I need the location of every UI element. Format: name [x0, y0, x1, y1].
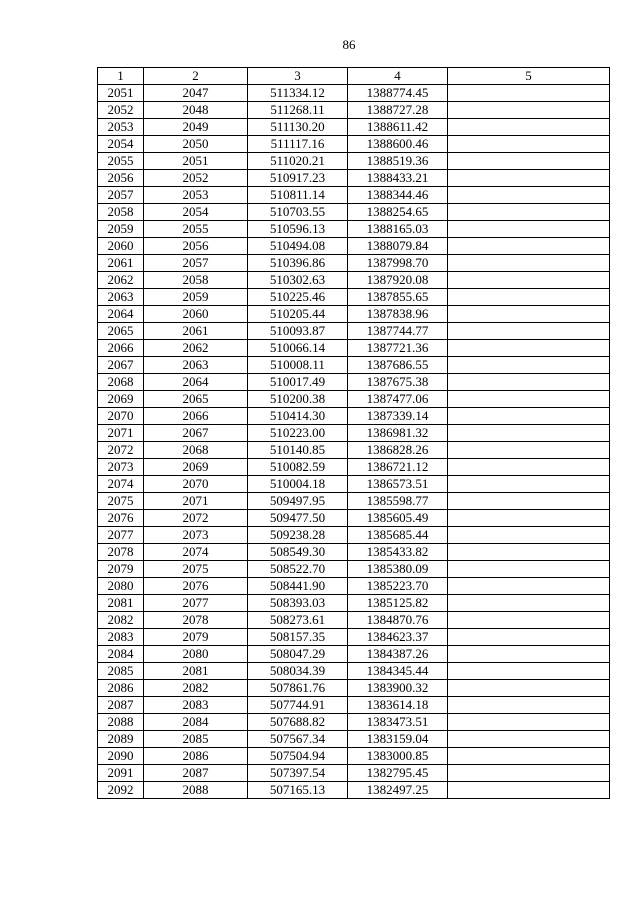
- table-cell: 507397.54: [248, 765, 348, 782]
- table-row: [98, 663, 610, 680]
- table-cell: 2061: [98, 255, 144, 272]
- table-cell: 510205.44: [248, 306, 348, 323]
- table-cell: [448, 697, 610, 714]
- table-cell: 1384623.37: [348, 629, 448, 646]
- table-cell: [448, 561, 610, 578]
- table-cell: 1387998.70: [348, 255, 448, 272]
- table-row: [98, 374, 610, 391]
- table-cell: 508157.35: [248, 629, 348, 646]
- table-cell: [448, 408, 610, 425]
- coordinates-table: [97, 67, 610, 799]
- table-row: [98, 119, 610, 136]
- table-cell: 510811.14: [248, 187, 348, 204]
- table-cell: 1388774.45: [348, 85, 448, 102]
- table-cell: 2084: [144, 714, 248, 731]
- table-cell: [448, 442, 610, 459]
- table-cell: 508441.90: [248, 578, 348, 595]
- table-row: [98, 459, 610, 476]
- table-cell: 2087: [98, 697, 144, 714]
- table-cell: 1387721.36: [348, 340, 448, 357]
- table-cell: 2071: [98, 425, 144, 442]
- table-cell: 1383000.85: [348, 748, 448, 765]
- table-cell: 2065: [144, 391, 248, 408]
- table-row: [98, 561, 610, 578]
- table-cell: 1386828.26: [348, 442, 448, 459]
- table-row: [98, 442, 610, 459]
- table-cell: 2072: [98, 442, 144, 459]
- table-cell: [448, 425, 610, 442]
- table-cell: 2079: [144, 629, 248, 646]
- table-cell: 2078: [98, 544, 144, 561]
- table-cell: 2084: [98, 646, 144, 663]
- table-cell: 2068: [144, 442, 248, 459]
- table-cell: 2057: [144, 255, 248, 272]
- table-cell: 2083: [144, 697, 248, 714]
- table-cell: 2063: [98, 289, 144, 306]
- table-cell: 510140.85: [248, 442, 348, 459]
- table-cell: [448, 255, 610, 272]
- table-cell: 2069: [144, 459, 248, 476]
- table-cell: 1387838.96: [348, 306, 448, 323]
- table-cell: 510302.63: [248, 272, 348, 289]
- table-cell: 507504.94: [248, 748, 348, 765]
- table-row: [98, 323, 610, 340]
- table-cell: [448, 595, 610, 612]
- table-cell: 507165.13: [248, 782, 348, 799]
- table-cell: [448, 391, 610, 408]
- table-row: [98, 255, 610, 272]
- table-cell: 1384345.44: [348, 663, 448, 680]
- table-cell: [448, 459, 610, 476]
- table-cell: 2067: [144, 425, 248, 442]
- table-cell: 2054: [144, 204, 248, 221]
- table-cell: [448, 170, 610, 187]
- table-cell: 1388079.84: [348, 238, 448, 255]
- table-cell: 510703.55: [248, 204, 348, 221]
- table-cell: 2070: [98, 408, 144, 425]
- table-cell: 2060: [98, 238, 144, 255]
- table-cell: 2047: [144, 85, 248, 102]
- table-cell: 1388433.21: [348, 170, 448, 187]
- table-cell: 510093.87: [248, 323, 348, 340]
- table-cell: [448, 204, 610, 221]
- table-cell: 1387855.65: [348, 289, 448, 306]
- table-cell: [448, 629, 610, 646]
- table-row: [98, 731, 610, 748]
- table-row: [98, 221, 610, 238]
- table-cell: 2059: [98, 221, 144, 238]
- table-row: [98, 595, 610, 612]
- table-cell: 508273.61: [248, 612, 348, 629]
- table-cell: [448, 340, 610, 357]
- table-row: [98, 153, 610, 170]
- table-cell: 2057: [98, 187, 144, 204]
- table-cell: [448, 663, 610, 680]
- table-row: [98, 629, 610, 646]
- table-row: [98, 544, 610, 561]
- table-cell: 510017.49: [248, 374, 348, 391]
- table-cell: 1385433.82: [348, 544, 448, 561]
- table-cell: 2051: [144, 153, 248, 170]
- table-row: [98, 408, 610, 425]
- table-cell: [448, 731, 610, 748]
- table-cell: 2053: [144, 187, 248, 204]
- table-cell: 1387477.06: [348, 391, 448, 408]
- table-cell: 2066: [144, 408, 248, 425]
- table-cell: 2064: [144, 374, 248, 391]
- table-cell: 1388344.46: [348, 187, 448, 204]
- table-cell: 1387675.38: [348, 374, 448, 391]
- table-cell: 1386981.32: [348, 425, 448, 442]
- table-cell: 2074: [98, 476, 144, 493]
- table-cell: 2048: [144, 102, 248, 119]
- table-cell: 2061: [144, 323, 248, 340]
- table-cell: 508034.39: [248, 663, 348, 680]
- table-cell: [448, 493, 610, 510]
- table-cell: [448, 102, 610, 119]
- table-cell: 508047.29: [248, 646, 348, 663]
- table-cell: [448, 238, 610, 255]
- column-header: 2: [144, 68, 248, 85]
- table-body: [98, 85, 610, 799]
- table-cell: 2066: [98, 340, 144, 357]
- table-cell: 1388165.03: [348, 221, 448, 238]
- table-row: [98, 527, 610, 544]
- table-cell: 2074: [144, 544, 248, 561]
- table-cell: 1385605.49: [348, 510, 448, 527]
- table-cell: [448, 527, 610, 544]
- table-cell: [448, 119, 610, 136]
- table-cell: 2086: [98, 680, 144, 697]
- table-row: [98, 476, 610, 493]
- table-cell: 507744.91: [248, 697, 348, 714]
- table-row: [98, 170, 610, 187]
- table-cell: 2063: [144, 357, 248, 374]
- table-cell: 1386573.51: [348, 476, 448, 493]
- table-cell: 2073: [98, 459, 144, 476]
- table-cell: 510223.00: [248, 425, 348, 442]
- table-cell: 2088: [98, 714, 144, 731]
- table-row: [98, 612, 610, 629]
- table-cell: 1385685.44: [348, 527, 448, 544]
- table-cell: 2092: [98, 782, 144, 799]
- table-cell: 2082: [98, 612, 144, 629]
- table-cell: 2077: [98, 527, 144, 544]
- table-cell: 1383473.51: [348, 714, 448, 731]
- table-cell: 511334.12: [248, 85, 348, 102]
- table-cell: 509238.28: [248, 527, 348, 544]
- table-row: [98, 85, 610, 102]
- table-cell: 1388519.36: [348, 153, 448, 170]
- table-row: [98, 289, 610, 306]
- table-cell: 2062: [98, 272, 144, 289]
- table-cell: 2085: [144, 731, 248, 748]
- table-cell: [448, 187, 610, 204]
- table-row: [98, 680, 610, 697]
- table-cell: 508393.03: [248, 595, 348, 612]
- table-cell: [448, 765, 610, 782]
- table-cell: 2080: [144, 646, 248, 663]
- table-cell: 1382497.25: [348, 782, 448, 799]
- table-cell: 2076: [98, 510, 144, 527]
- table-row: [98, 357, 610, 374]
- table-cell: 1384387.26: [348, 646, 448, 663]
- table-cell: 510004.18: [248, 476, 348, 493]
- table-cell: 2079: [98, 561, 144, 578]
- table-cell: 2075: [144, 561, 248, 578]
- table-row: [98, 748, 610, 765]
- table-cell: 507861.76: [248, 680, 348, 697]
- table-cell: 1384870.76: [348, 612, 448, 629]
- table-cell: 2087: [144, 765, 248, 782]
- table-cell: 2075: [98, 493, 144, 510]
- table-cell: 1383159.04: [348, 731, 448, 748]
- table-cell: [448, 544, 610, 561]
- table-cell: 507567.34: [248, 731, 348, 748]
- table-cell: 2088: [144, 782, 248, 799]
- table-cell: [448, 272, 610, 289]
- table-row: [98, 391, 610, 408]
- table-cell: 1388600.46: [348, 136, 448, 153]
- table-cell: 2058: [98, 204, 144, 221]
- table-row: [98, 697, 610, 714]
- column-header: 3: [248, 68, 348, 85]
- table-cell: 510225.46: [248, 289, 348, 306]
- table-cell: [448, 646, 610, 663]
- table-cell: 2085: [98, 663, 144, 680]
- table-cell: 510414.30: [248, 408, 348, 425]
- table-cell: 511020.21: [248, 153, 348, 170]
- table-cell: 1388254.65: [348, 204, 448, 221]
- table-cell: 2052: [144, 170, 248, 187]
- table-cell: [448, 374, 610, 391]
- table-cell: 2062: [144, 340, 248, 357]
- table-row: [98, 714, 610, 731]
- table-cell: 2056: [98, 170, 144, 187]
- table-cell: 2052: [98, 102, 144, 119]
- table-cell: 2081: [98, 595, 144, 612]
- table-cell: 508522.70: [248, 561, 348, 578]
- table-cell: 2049: [144, 119, 248, 136]
- table-cell: 2051: [98, 85, 144, 102]
- table-row: [98, 136, 610, 153]
- table-cell: [448, 136, 610, 153]
- table-cell: [448, 612, 610, 629]
- table-cell: 511268.11: [248, 102, 348, 119]
- table-cell: [448, 578, 610, 595]
- table-row: [98, 425, 610, 442]
- table-cell: 2090: [98, 748, 144, 765]
- table-cell: 2080: [98, 578, 144, 595]
- table-cell: 510396.86: [248, 255, 348, 272]
- table-cell: 2071: [144, 493, 248, 510]
- page-number: [0, 37, 640, 53]
- table-cell: 1383900.32: [348, 680, 448, 697]
- table-cell: [448, 323, 610, 340]
- table-cell: 2067: [98, 357, 144, 374]
- table-row: [98, 493, 610, 510]
- table-cell: [448, 306, 610, 323]
- table-cell: [448, 680, 610, 697]
- table-cell: [448, 510, 610, 527]
- table-cell: 2081: [144, 663, 248, 680]
- table-cell: 509477.50: [248, 510, 348, 527]
- table-cell: [448, 85, 610, 102]
- table-cell: 1388727.28: [348, 102, 448, 119]
- table-cell: [448, 357, 610, 374]
- table-cell: 2050: [144, 136, 248, 153]
- table-cell: 2089: [98, 731, 144, 748]
- table-row: [98, 306, 610, 323]
- table-cell: 510200.38: [248, 391, 348, 408]
- table-cell: 2055: [144, 221, 248, 238]
- table-cell: 510494.08: [248, 238, 348, 255]
- table-cell: [448, 289, 610, 306]
- page-number-text: 86: [342, 37, 356, 52]
- table-cell: 1383614.18: [348, 697, 448, 714]
- table-cell: 2086: [144, 748, 248, 765]
- table-cell: 511130.20: [248, 119, 348, 136]
- table-header-row: [98, 68, 610, 85]
- table-row: [98, 187, 610, 204]
- table-row: [98, 102, 610, 119]
- table-cell: [448, 714, 610, 731]
- table-row: [98, 238, 610, 255]
- table-row: [98, 510, 610, 527]
- column-header: 5: [448, 68, 610, 85]
- table-cell: 510008.11: [248, 357, 348, 374]
- table-cell: 511117.16: [248, 136, 348, 153]
- table-cell: [448, 476, 610, 493]
- table-cell: 2083: [98, 629, 144, 646]
- table-cell: 1385125.82: [348, 595, 448, 612]
- table-cell: 2072: [144, 510, 248, 527]
- table-cell: 1387744.77: [348, 323, 448, 340]
- table-cell: 2054: [98, 136, 144, 153]
- table-cell: 507688.82: [248, 714, 348, 731]
- table-cell: 2078: [144, 612, 248, 629]
- table-row: [98, 646, 610, 663]
- column-header: 1: [98, 68, 144, 85]
- table-row: [98, 204, 610, 221]
- table-cell: 510066.14: [248, 340, 348, 357]
- column-header: 4: [348, 68, 448, 85]
- table-cell: 2076: [144, 578, 248, 595]
- table-cell: 2058: [144, 272, 248, 289]
- table-cell: [448, 221, 610, 238]
- table-cell: [448, 748, 610, 765]
- table-cell: 2068: [98, 374, 144, 391]
- table-cell: 1387339.14: [348, 408, 448, 425]
- table-cell: 1388611.42: [348, 119, 448, 136]
- table-row: [98, 272, 610, 289]
- table-cell: 1386721.12: [348, 459, 448, 476]
- table-cell: 2070: [144, 476, 248, 493]
- table-cell: 2065: [98, 323, 144, 340]
- table-row: [98, 782, 610, 799]
- table-cell: 1385380.09: [348, 561, 448, 578]
- table-cell: 510082.59: [248, 459, 348, 476]
- table-cell: 2082: [144, 680, 248, 697]
- table-cell: 2064: [98, 306, 144, 323]
- table-cell: 1382795.45: [348, 765, 448, 782]
- table-cell: 2073: [144, 527, 248, 544]
- table-cell: 2059: [144, 289, 248, 306]
- table-row: [98, 340, 610, 357]
- table-cell: 1387920.08: [348, 272, 448, 289]
- table-cell: 2077: [144, 595, 248, 612]
- table-cell: 2060: [144, 306, 248, 323]
- table-row: [98, 578, 610, 595]
- table-cell: 508549.30: [248, 544, 348, 561]
- table-cell: [448, 153, 610, 170]
- table-cell: 2053: [98, 119, 144, 136]
- table-cell: 509497.95: [248, 493, 348, 510]
- table-cell: 2091: [98, 765, 144, 782]
- table-cell: 1385223.70: [348, 578, 448, 595]
- table-cell: 2055: [98, 153, 144, 170]
- table-cell: [448, 782, 610, 799]
- table-cell: 510917.23: [248, 170, 348, 187]
- table-cell: 2056: [144, 238, 248, 255]
- table-cell: 2069: [98, 391, 144, 408]
- table-row: [98, 765, 610, 782]
- table-cell: 510596.13: [248, 221, 348, 238]
- table-cell: 1387686.55: [348, 357, 448, 374]
- table-cell: 1385598.77: [348, 493, 448, 510]
